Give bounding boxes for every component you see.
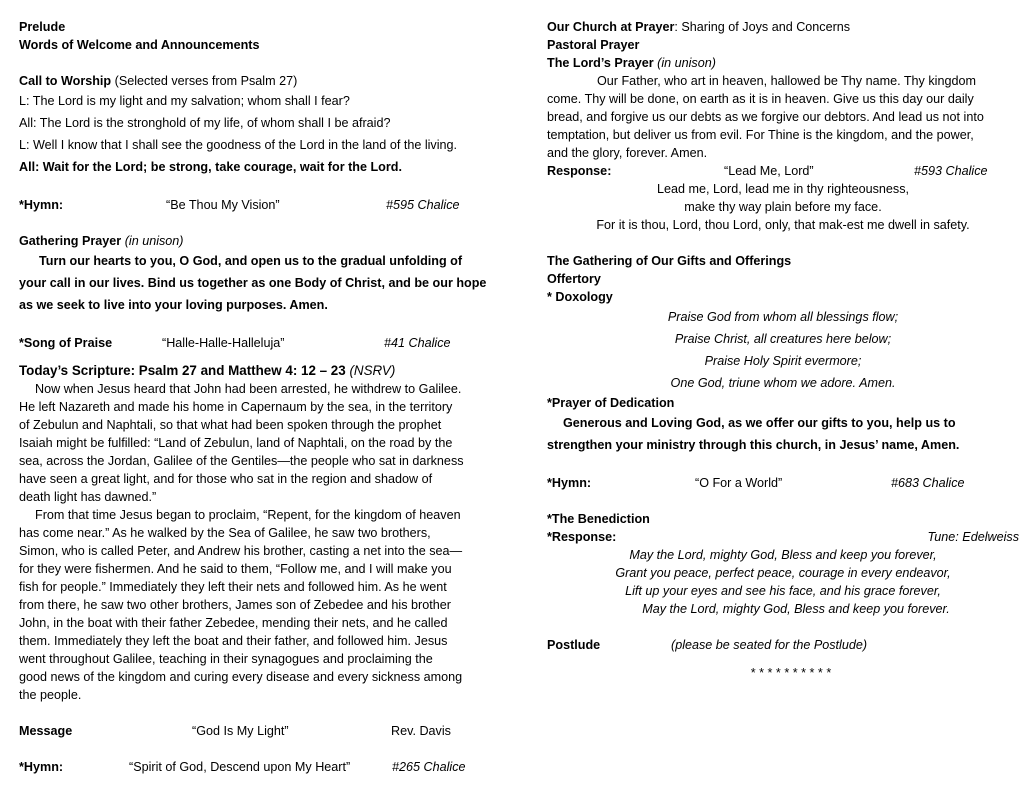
message-title: “God Is My Light” [192,724,289,738]
end-stars: * * * * * * * * * * [750,666,832,680]
gathering-line: Turn our hearts to you, O God, and open us to the gradual unfolding of [39,254,463,268]
church-prayer-heading [547,18,1019,36]
lords-prayer-title: The Lord’s Prayer [547,56,654,70]
scripture-line: sea, across the Jordan, Galilee of the Gentiles—the people who sat in darkness [19,454,464,468]
gathering-prayer [19,232,489,250]
response-title: “Lead Me, Lord” [724,164,814,178]
call-line-all: All: Wait for the Lord; be strong, take courage, wait for the Lord. [19,160,402,174]
gathering-prayer-title: Gathering Prayer [19,234,122,248]
postlude-row [547,636,1019,654]
left-column [19,18,489,776]
scripture-line: From that time Jesus began to proclaim, “Repent, for the kingdom of heaven [35,508,461,522]
prayer-line: come. Thy will be done, on earth as it is in heaven. Give us this day our daily [547,92,974,106]
scripture-line: Isaiah might be fulfilled: “Land of Zebulun, land of Naphtali, on the road by the [19,436,453,450]
pastoral-prayer-heading: Pastoral Prayer [547,38,640,52]
church-prayer-title: Our Church at Prayer [547,20,675,34]
gathering-prayer-note: (in unison) [124,234,184,248]
call-to-worship-title: Call to Worship [19,74,112,88]
hymn-row [19,196,489,214]
message-speaker: Rev. Davis [391,724,451,738]
response-ref: #593 Chalice [914,164,988,178]
response-tune: Tune: Edelweiss [927,530,1019,544]
response-label: Response: [547,164,612,178]
song-row [19,334,489,352]
call-line: L: The Lord is my light and my salvation; whom shall I fear? [19,94,350,108]
benediction-line: Grant you peace, perfect peace, courage in every endeavor, [615,566,951,580]
scripture-para-1 [19,380,489,506]
hymn-label: *Hymn: [19,198,64,212]
hymn-label: *Hymn: [19,760,64,774]
call-to-worship-note: (Selected verses from Psalm 27) [114,74,298,88]
lords-prayer-note: (in unison) [657,56,716,70]
welcome-heading: Words of Welcome and Announcements [19,38,260,52]
dedication-heading: *Prayer of Dedication [547,396,675,410]
benediction-line: May the Lord, mighty God, Bless and keep you forever. [642,602,950,616]
scripture-line: Simon, who is called Peter, and Andrew his brother, casting a net into the sea— [19,544,463,558]
hymn-ref: #595 Chalice [386,198,460,212]
lords-prayer-heading [547,54,1019,72]
song-title: “Halle-Halle-Halleluja” [162,336,285,350]
scripture-line: went throughout Galilee, teaching in their synagogues and proclaiming the [19,652,433,666]
response-line: For it is thou, Lord, thou Lord, only, that mak-est me dwell in safety. [596,218,970,232]
scripture-line: has come near.” As he walked by the Sea of Galilee, he saw two brothers, [19,526,431,540]
postlude-note: (please be seated for the Postlude) [671,638,868,652]
hymn-row [547,474,1019,492]
prayer-line: Our Father, who art in heaven, hallowed be Thy name. Thy kingdom [597,74,976,88]
doxology-lines [547,306,1019,394]
scripture-line: for they were fishermen. And he said to them, “Follow me, and I will make you [19,562,452,576]
response-lines [547,180,1019,234]
response-line: Lead me, Lord, lead me in thy righteousness, [656,182,910,196]
scripture-line: of Zebulun and Naphtali, so that what had been spoken through the prophet [19,418,442,432]
response-line: make thy way plain before my face. [684,200,882,214]
scripture-line: John, in the boat with their father Zebedee, mending their nets, and he called [19,616,448,630]
scripture-note: (NSRV) [349,363,396,378]
benediction-heading: *The Benediction [547,512,650,526]
doxology-line: Praise Christ, all creatures here below; [674,332,892,346]
scripture-line: He left Nazareth and made his home in Capernaum by the sea, in the territory [19,400,453,414]
scripture-line: Now when Jesus heard that John had been arrested, he withdrew to Galilee. [35,382,462,396]
offertory-heading: Offertory [547,272,601,286]
right-column [547,18,1019,682]
benediction-line: Lift up your eyes and see his face, and his grace forever, [625,584,941,598]
call-to-worship [19,72,489,90]
doxology-line: One God, triune whom we adore. Amen. [670,376,896,390]
hymn-row [19,758,489,776]
dedication-line: Generous and Loving God, as we offer our gifts to you, help us to [563,416,956,430]
dedication-lines [547,412,1019,456]
prayer-line: and the glory, forever. Amen. [547,146,708,160]
hymn-title: “O For a World” [695,476,783,490]
response-label: *Response: [547,530,617,544]
prayer-line: bread, and forgive us our debts as we forgive our debtors. And lead us not into [547,110,984,124]
scripture-line: good news of the kingdom and curing every disease and every sickness among [19,670,463,684]
gathering-gifts-heading: The Gathering of Our Gifts and Offerings [547,254,792,268]
benediction-line: May the Lord, mighty God, Bless and keep you forever, [629,548,937,562]
lords-prayer-text [547,72,1019,162]
prelude-heading: Prelude [19,20,66,34]
church-prayer-rest: : Sharing of Joys and Concerns [674,20,851,34]
call-line: All: The Lord is the stronghold of my life, of whom shall I be afraid? [19,116,391,130]
message-label: Message [19,724,73,738]
response-row [547,162,1019,180]
doxology-line: Praise God from whom all blessings flow; [667,310,899,324]
doxology-line: Praise Holy Spirit evermore; [704,354,862,368]
dedication-line: strengthen your ministry through this church, in Jesus’ name, Amen. [547,438,960,452]
hymn-title: “Be Thou My Vision” [166,198,280,212]
gathering-line: your call in our lives. Bind us together as one Body of Christ, and be our hope [19,276,487,290]
scripture-title: Today’s Scripture: Psalm 27 and Matthew 4: 12 – 23 [19,363,346,378]
response-row [547,528,1019,546]
hymn-ref: #683 Chalice [891,476,965,490]
call-line: L: Well I know that I shall see the goodness of the Lord in the land of the living. [19,138,458,152]
scripture-line: them. Immediately they left the boat and their father, and followed him. Jesus [19,634,448,648]
benediction-lines [547,546,1019,618]
hymn-label: *Hymn: [547,476,592,490]
scripture-line: fish for people.” Immediately they left their nets and followed him. As he went [19,580,447,594]
scripture-line: have seen a great light, and for those who sat in the region and shadow of [19,472,433,486]
song-ref: #41 Chalice [384,336,451,350]
hymn-ref: #265 Chalice [392,760,466,774]
postlude-label: Postlude [547,638,601,652]
song-label: *Song of Praise [19,336,113,350]
scripture-line: death light has dawned.” [19,490,157,504]
scripture-line: from there, he saw two other brothers, James son of Zebedee and his brother [19,598,451,612]
scripture-heading [19,362,489,380]
doxology-heading: * Doxology [547,290,613,304]
hymn-title: “Spirit of God, Descend upon My Heart” [129,760,351,774]
gathering-line: as we seek to live into your loving purposes. Amen. [19,298,328,312]
prayer-line: temptation, but deliver us from evil. For Thine is the kingdom, and the power, [547,128,974,142]
message-row [19,722,489,740]
scripture-line: the people. [19,688,82,702]
scripture-para-2 [19,506,489,704]
